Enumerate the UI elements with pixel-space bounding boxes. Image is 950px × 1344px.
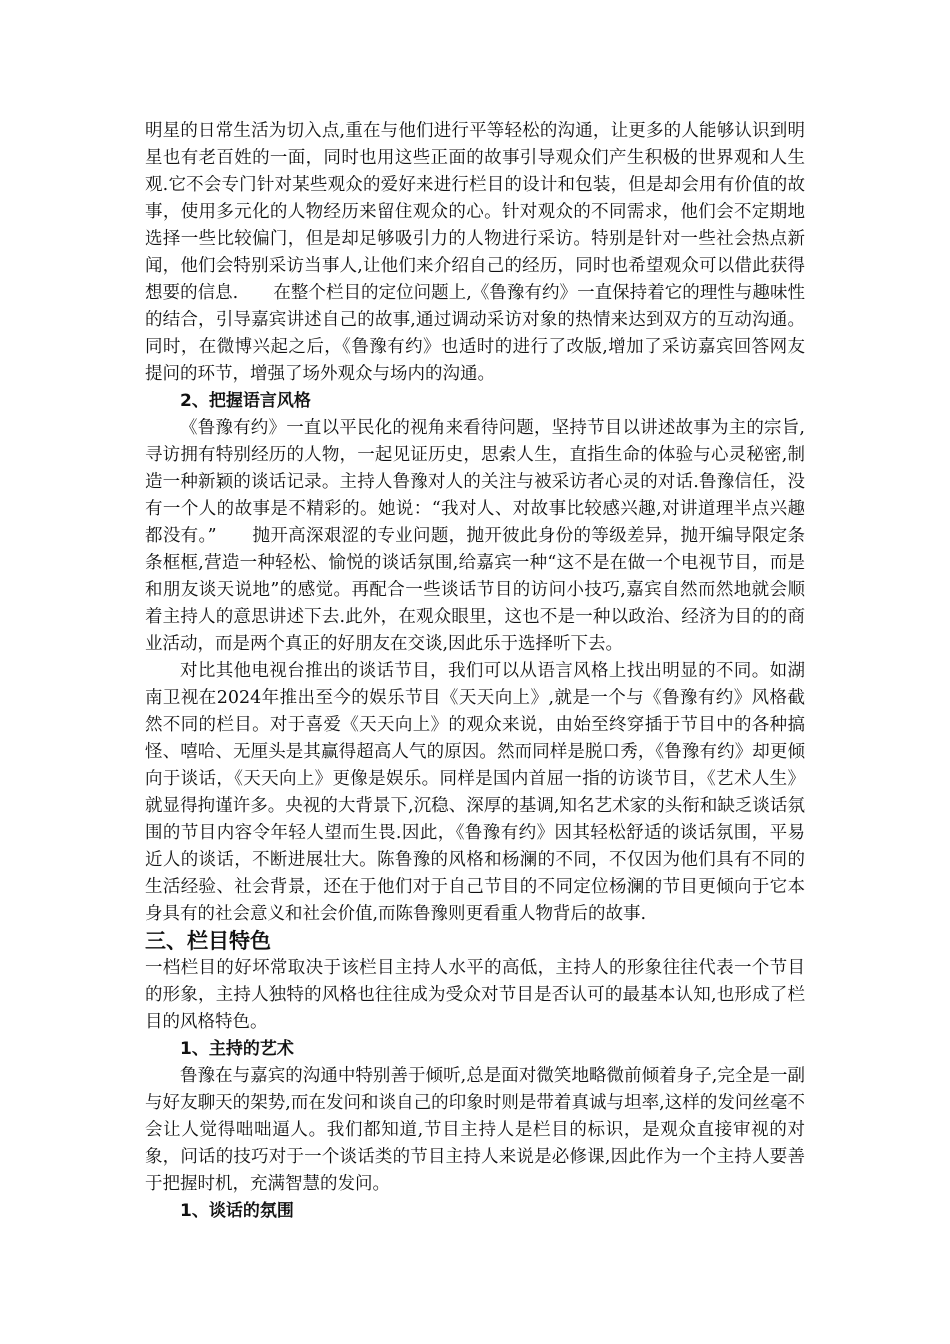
paragraph-features-intro: 一档栏目的好坏常取决于该栏目主持人水平的高低，主持人的形象往往代表一个节目的形象，主持人独特的风格也往往成为受众对节目是否认可的最基本认知,也形成了栏目的风格特色。 [145, 958, 805, 1032]
document-page [145, 118, 805, 1225]
paragraph-comparison: 对比其他电视台推出的谈话节目，我们可以从语言风格上找出明显的不同。如湖南卫视在2024年推出至今的娱乐节目《天天向上》,就是一个与《鲁豫有约》风格截然不同的栏目。对于喜爱《天天向上》的观众来说，由始至终穿插于节目中的各种搞怪、嘻哈、无厘头是其赢得超高人气的原因。然而同样是脱口秀，《鲁豫有约》却更倾向于谈话，《天天向上》更像是娱乐。同样是国内首屈一指的访谈节目，《艺术人生》就显得拘谨许多。央视的大背景下,沉稳、深厚的基调,知名艺术家的头衔和缺乏谈话氛围的节目内容令年轻人望而生畏.因此，《鲁豫有约》因其轻松舒适的谈话氛围，平易近人的谈话，不断进展壮大。陈鲁豫的风格和杨澜的不同，不仅因为他们具有不同的生活经验、社会背景，还在于他们对于自己节目的不同定位杨澜的节目更倾向于它本身具有的社会意义和社会价值,而陈鲁豫则更看重人物背后的故事. [145, 661, 805, 924]
section-heading-features: 三、栏目特色 [145, 929, 271, 953]
subheading-language-style: 2、把握语言风格 [180, 391, 311, 411]
paragraph-positioning: 明星的日常生活为切入点,重在与他们进行平等轻松的沟通，让更多的人能够认识到明星也有老百姓的一面，同时也用这些正面的故事引导观众们产生积极的世界观和人生观.它不会专门针对某些观众的爱好来进行栏目的设计和包装，但是却会用有价值的故事，使用多元化的人物经历来留住观众的心。针对观众的不同需求，他们会不定期地选择一些比较偏门，但是却足够吸引力的人物进行采访。特别是针对一些社会热点新闻，他们会特别采访当事人,让他们来介绍自己的经历，同时也希望观众可以借此获得想要的信息. 在整个栏目的定位问题上,《鲁豫有约》一直保持着它的理性与趣味性的结合，引导嘉宾讲述自己的故事,通过调动采访对象的热情来达到双方的互动沟通。同时，在微博兴起之后，《鲁豫有约》也适时的进行了改版,增加了采访嘉宾回答网友提问的环节，增强了场外观众与场内的沟通。 [145, 121, 805, 384]
paragraph-language-style: 《鲁豫有约》一直以平民化的视角来看待问题，坚持节目以讲述故事为主的宗旨,寻访拥有特别经历的人物，一起见证历史，思索人生，直指生命的体验与心灵秘密,制造一种新颖的谈话记录。主持人鲁豫对人的关注与被采访者心灵的对话.鲁豫信任，没有一个人的故事是不精彩的。她说：“我对人、对故事比较感兴趣,对讲道理半点兴趣都没有。” 抛开高深艰涩的专业问题，抛开彼此身份的等级差异，抛开编导限定条条框框,营造一种轻松、愉悦的谈话氛围,给嘉宾一种“这不是在做一个电视节目，而是和朋友谈天说地”的感觉。再配合一些谈话节目的访问小技巧,嘉宾自然而然地就会顺着主持人的意思讲述下去.此外，在观众眼里，这也不是一种以政治、经济为目的的商业活动，而是两个真正的好朋友在交谈,因此乐于选择听下去。 [145, 418, 805, 654]
subheading-hosting-art: 1、主持的艺术 [180, 1039, 294, 1059]
paragraph-hosting-art: 鲁豫在与嘉宾的沟通中特别善于倾听,总是面对微笑地略微前倾着身子,完全是一副与好友聊天的架势,而在发问和谈自己的印象时则是带着真诚与坦率,这样的发问丝毫不会让人觉得咄咄逼人。我们都知道,节目主持人是栏目的标识，是观众直接审视的对象，问话的技巧对于一个谈话类的节目主持人来说是必修课,因此作为一个主持人要善于把握时机，充满智慧的发问。 [145, 1066, 805, 1194]
subheading-conversation-atmosphere: 1、谈话的氛围 [180, 1201, 294, 1221]
